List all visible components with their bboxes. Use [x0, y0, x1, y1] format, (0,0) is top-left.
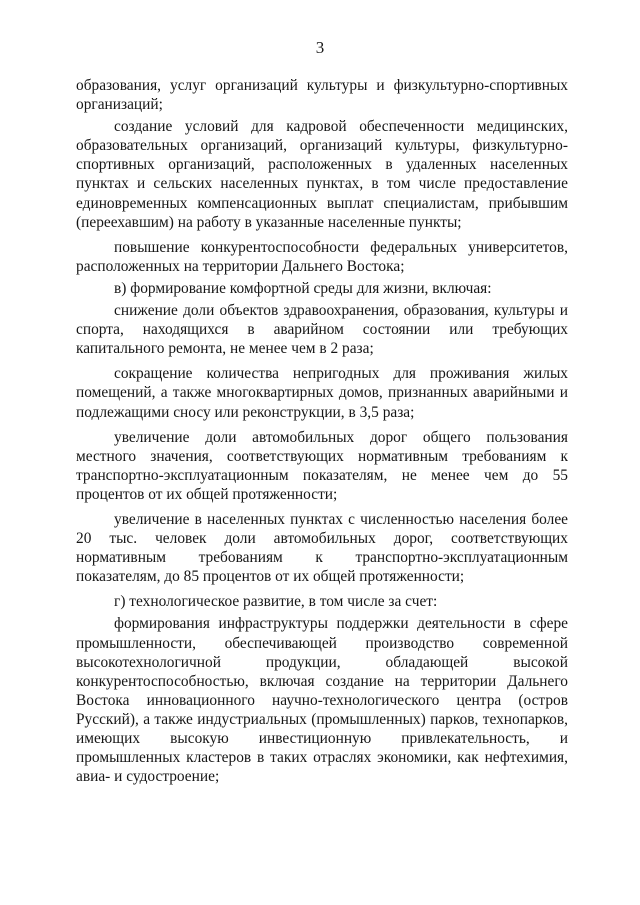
paragraph: сокращение количества непригодных для проживания жилых помещений, а также многоквартирных домов, признанных аварийными и подлежащими сносу или реконструкции, в 3,5 раза;	[76, 365, 568, 421]
document-body	[76, 76, 568, 792]
paragraph: в) формирование комфортной среды для жизни, включая:	[114, 279, 492, 297]
paragraph: г) технологическое развитие, в том числе за счет:	[114, 593, 438, 611]
paragraph: увеличение в населенных пунктах с численностью населения более 20 тыс. человек доли автомобильных дорог, соответствующих нормативным требованиям к транспортно-эксплуатационным показателям, до 85 процентов от их общей протяженности;	[76, 510, 568, 586]
page-number: 3	[315, 38, 325, 57]
paragraph: формирования инфраструктуры поддержки деятельности в сфере промышленности, обеспечивающей производство современной высокотехнологичной продукции, обладающей высокой конкурентоспособностью, включая создание на территории Дальнего Востока инновационного научно-технологического центра (остров Русский), а также индустриальных (промышленных) парков, технопарков, имеющих высокую инвестиционную привлекательность, и промышленных кластеров в таких отраслях экономики, как нефтехимия, авиа- и судостроение;	[76, 615, 568, 786]
paragraph: создание условий для кадровой обеспеченности медицинских, образовательных организаций, организаций культуры, физкультурно-спортивных организаций, расположенных в удаленных населенных пунктах и сельских населенных пунктах, в том числе предоставление единовременных компенсационных выплат специалистам, прибывшим (переехавшим) на работу в указанные населенные пункты;	[76, 118, 568, 231]
paragraph: повышение конкурентоспособности федеральных университетов, расположенных на территории Дальнего Востока;	[76, 238, 568, 275]
paragraph: увеличение доли автомобильных дорог общего пользования местного значения, соответствующих нормативным требованиям к транспортно-эксплуатационным показателям, не менее чем до 55 процентов от их общей протяженности;	[76, 428, 568, 503]
paragraph: снижение доли объектов здравоохранения, образования, культуры и спорта, находящихся в аварийном состоянии или требующих капитального ремонта, не менее чем в 2 раза;	[76, 302, 568, 358]
paragraph: образования, услуг организаций культуры и физкультурно-спортивных организаций;	[76, 77, 568, 114]
